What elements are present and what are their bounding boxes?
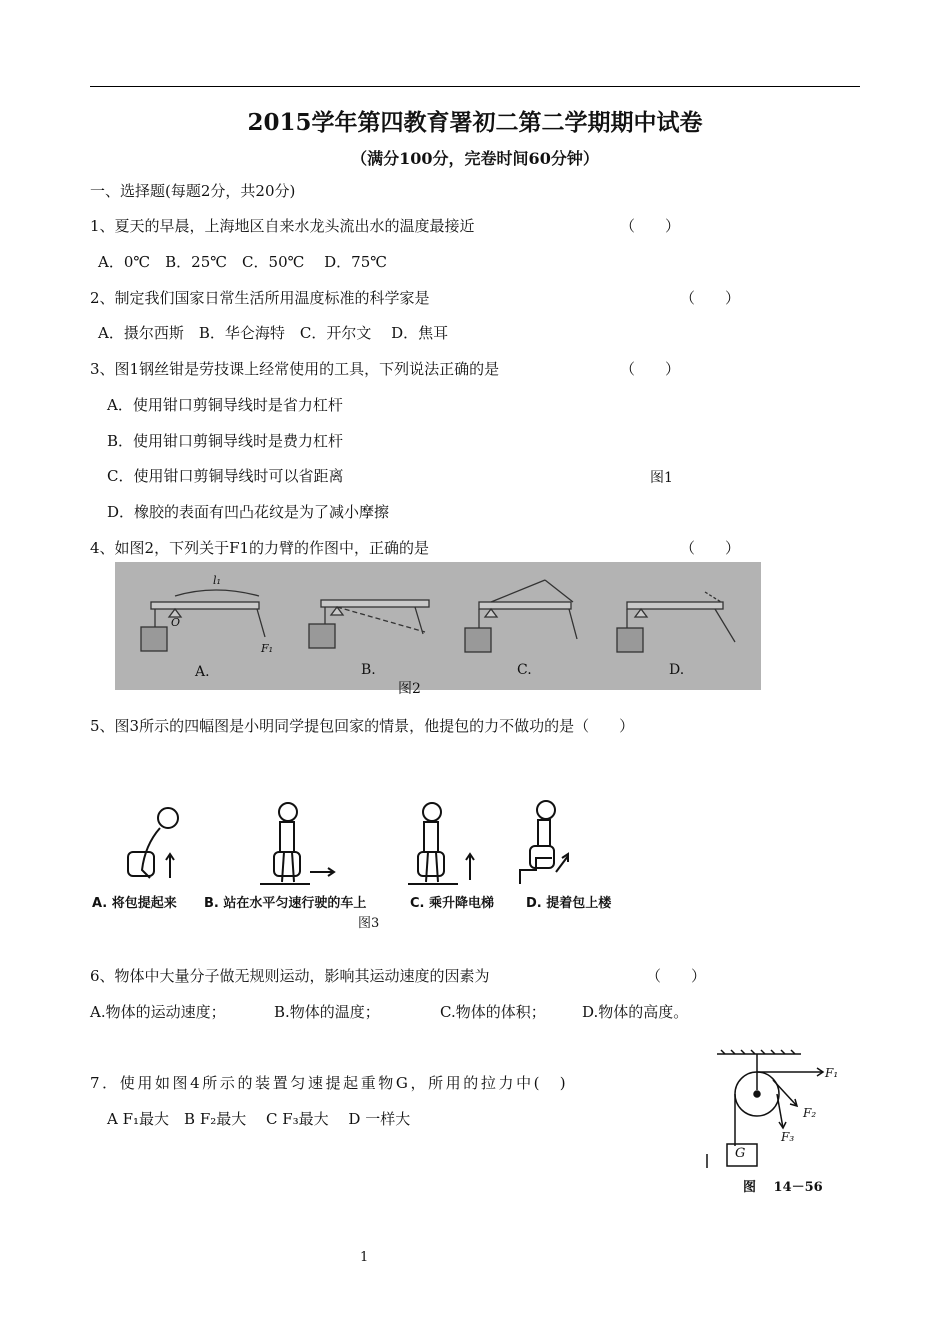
figure2-label-b: B. (361, 662, 376, 678)
figure4-pulley (705, 1048, 855, 1198)
section-heading: 一、选择题(每题2分，共20分) (90, 182, 296, 200)
q7-options: A F₁最大 B F₂最大 C F₃最大 D 一样大 (107, 1110, 411, 1128)
figure2-pivot-label: O (171, 616, 181, 629)
header-rule (90, 86, 860, 87)
q6-option-c: C.物体的体积； (440, 1003, 546, 1021)
q1-stem: 1、夏天的早晨，上海地区自来水龙头流出水的温度最接近 (90, 217, 475, 235)
q6-stem: 6、物体中大量分子做无规则运动，影响其运动速度的因素为 (90, 967, 490, 985)
figure2-arm-label: l₁ (213, 574, 221, 587)
figure4-force-label-3: F₃ (781, 1130, 795, 1144)
figure3-label-a: A. 将包提起来 (92, 896, 177, 911)
q2-options: A．摄尔西斯 B．华仑海特 C．开尔文 D．焦耳 (98, 324, 449, 342)
figure4-caption: 图 14－56 (743, 1180, 823, 1195)
q1-options: A．0℃ B．25℃ C．50℃ D．75℃ (98, 253, 388, 271)
figure2-force-label: F₁ (261, 642, 274, 655)
q6-answer-paren: （ ） (646, 967, 707, 985)
q3-option-d: D．橡胶的表面有凹凸花纹是为了减小摩擦 (107, 503, 390, 521)
q4-stem: 4、如图2，下列关于F1的力臂的作图中，正确的是 (90, 539, 430, 557)
q6-option-a: A.物体的运动速度； (90, 1003, 226, 1021)
figure3-carrying-bag (90, 790, 650, 920)
figure4-force-label-1: F₁ (825, 1066, 839, 1080)
figure3-label-d: D. 提着包上楼 (526, 896, 612, 911)
page-title: 2015学年第四教育署初二第二学期期中试卷 (247, 109, 703, 136)
figure4-force-label-2: F₂ (803, 1106, 817, 1120)
page-subtitle: （满分100分，完卷时间60分钟） (351, 149, 599, 168)
page-number: 1 (360, 1250, 369, 1265)
q7-stem: 7．使用如图4所示的装置匀速提起重物G，所用的拉力中( ) (90, 1074, 569, 1092)
figure2-label-a: A. (195, 664, 210, 680)
q3-option-c: C．使用钳口剪铜导线时可以省距离 (107, 467, 344, 485)
q4-answer-paren: （ ） (680, 539, 741, 557)
figure3-label-c: C. 乘升降电梯 (410, 896, 495, 911)
figure3-caption: 图3 (358, 916, 380, 931)
figure2-label-c: C. (517, 662, 532, 678)
figure2-label-d: D. (669, 662, 685, 678)
q6-option-d: D.物体的高度。 (582, 1003, 689, 1021)
q5-stem: 5、图3所示的四幅图是小明同学提包回家的情景，他提包的力不做功的是（ ） (90, 717, 635, 735)
figure1-caption: 图1 (650, 470, 673, 486)
lever-diagram-svg (115, 562, 761, 690)
q1-answer-paren: （ ） (620, 217, 681, 235)
q3-stem: 3、图1钢丝钳是劳技课上经常使用的工具，下列说法正确的是 (90, 360, 500, 378)
q3-option-b: B．使用钳口剪铜导线时是费力杠杆 (107, 432, 344, 450)
q2-stem: 2、制定我们国家日常生活所用温度标准的科学家是 (90, 289, 430, 307)
q3-answer-paren: （ ） (620, 360, 681, 378)
figure2-lever-diagrams (115, 562, 761, 690)
q6-option-b: B.物体的温度； (274, 1003, 380, 1021)
figure3-label-b: B. 站在水平匀速行驶的车上 (204, 896, 367, 911)
q3-option-a: A．使用钳口剪铜导线时是省力杠杆 (107, 396, 343, 414)
figure4-weight-label: G (735, 1146, 746, 1161)
figure2-caption: 图2 (398, 681, 421, 697)
q2-answer-paren: （ ） (680, 289, 741, 307)
